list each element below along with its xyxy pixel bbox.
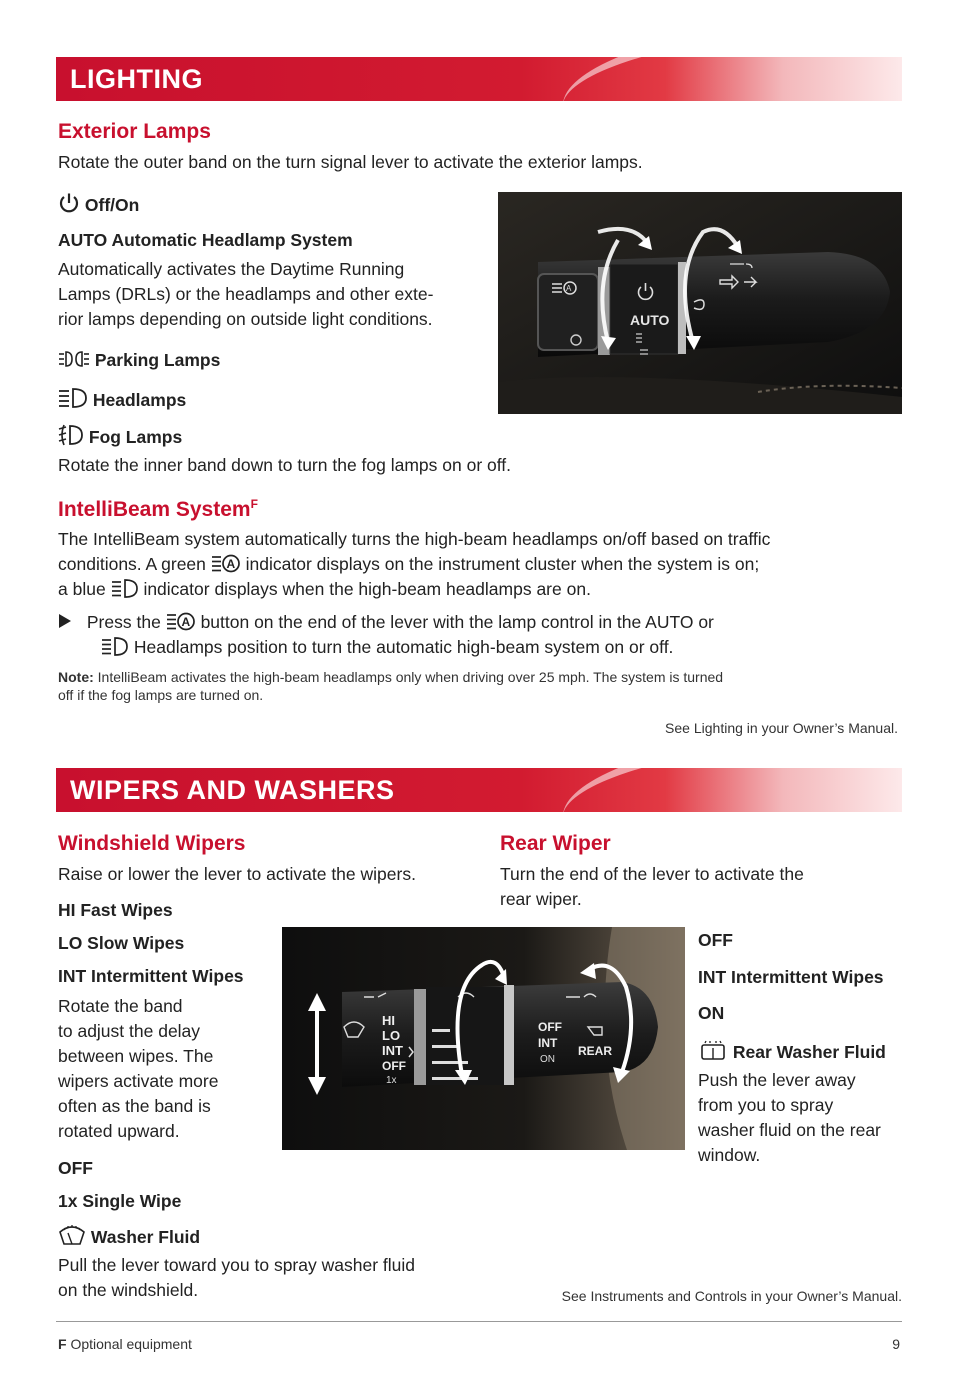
wiper-lever-illustration	[282, 927, 685, 1150]
optional-marker: F	[250, 497, 258, 511]
instruction-text: button on the end of the lever with the lamp control in the AUTO or	[200, 612, 714, 632]
washer-fluid-icon	[58, 1224, 86, 1246]
intellibeam-line	[58, 552, 908, 577]
washer-fluid-label: Washer Fluid	[90, 1227, 201, 1247]
rear-washer-line: Push the lever away	[698, 1070, 856, 1090]
rear-washer-instructions	[698, 1068, 881, 1168]
page-number: 9	[892, 1336, 900, 1352]
hi-fast-wipes: HI Fast Wipes	[58, 900, 173, 920]
note-text: IntelliBeam activates the high-beam headlamps only when driving over 25 mph. The system is turned	[97, 669, 724, 685]
lighting-manual-reference: See Lighting in your Owner’s Manual.	[665, 720, 898, 736]
windshield-wipers-title: Windshield Wipers	[58, 832, 246, 855]
rear-washer-line: washer fluid on the rear	[698, 1120, 881, 1140]
washer-instructions	[58, 1253, 415, 1303]
washer-fluid-row	[58, 1224, 200, 1248]
auto-high-beam-icon	[211, 553, 241, 573]
photo-rear-int-label: INT	[538, 1036, 558, 1050]
fog-lamps-label: Fog Lamps	[88, 427, 183, 447]
instruction-text: Headlamps position to turn the automatic high-beam system on or off.	[133, 637, 674, 657]
delay-line: rotated upward.	[58, 1121, 180, 1141]
wipers-heading: WIPERS AND WASHERS	[70, 775, 395, 805]
power-icon	[58, 192, 80, 214]
footer-divider	[56, 1321, 902, 1322]
headlamp-lever-illustration	[498, 192, 902, 414]
lighting-banner	[56, 57, 902, 101]
exterior-lamps-intro: Rotate the outer band on the turn signal lever to activate the exterior lamps.	[58, 152, 643, 172]
bullet-arrow-icon	[58, 613, 72, 629]
fog-lamps-icon	[58, 424, 84, 446]
instruction-text: Press the	[86, 612, 161, 632]
headlamps-label: Headlamps	[92, 390, 187, 410]
photo-hi-label: HI	[382, 1013, 395, 1028]
rear-washer-row	[698, 1039, 886, 1063]
wipers-manual-reference: See Instruments and Controls in your Owner’s Manual.	[561, 1288, 902, 1304]
wipers-banner	[56, 768, 902, 812]
rear-washer-line: from you to spray	[698, 1095, 834, 1115]
auto-headlamp-text	[58, 257, 433, 332]
int-intermittent-wipes: INT Intermittent Wipes	[58, 966, 244, 986]
photo-rear-label: REAR	[578, 1044, 613, 1058]
parking-lamps-row	[58, 349, 220, 371]
off-on-row	[58, 192, 139, 216]
auto-high-beam-icon	[166, 611, 196, 631]
rear-on: ON	[698, 1003, 725, 1023]
headlamps-icon	[58, 387, 88, 409]
intellibeam-description	[58, 527, 908, 602]
photo-auto-label: AUTO	[630, 312, 670, 328]
intellibeam-line	[58, 577, 908, 602]
washer-line: Pull the lever toward you to spray washer fluid	[58, 1255, 415, 1275]
auto-text-line: rior lamps depending on outside light conditions.	[58, 309, 433, 329]
note-label: Note:	[58, 669, 94, 685]
rear-wiper-title: Rear Wiper	[500, 832, 611, 855]
delay-line: to adjust the delay	[58, 1021, 201, 1041]
rear-washer-icon	[698, 1039, 728, 1061]
delay-line: wipers activate more	[58, 1071, 219, 1091]
intellibeam-line: The IntelliBeam system automatically turns the high-beam headlamps on/off based on traffic	[58, 529, 771, 549]
fog-lamps-row	[58, 424, 182, 448]
windshield-wipers-intro: Raise or lower the lever to activate the wipers.	[58, 864, 416, 884]
exterior-lamps-title: Exterior Lamps	[58, 120, 211, 143]
lighting-heading: LIGHTING	[70, 64, 203, 94]
rear-wiper-intro	[500, 862, 804, 912]
rear-washer-label: Rear Washer Fluid	[732, 1042, 886, 1062]
photo-1x-label: 1x	[386, 1075, 397, 1086]
svg-text:A: A	[181, 615, 190, 629]
rear-washer-line: window.	[698, 1145, 761, 1165]
svg-text:A: A	[566, 284, 572, 293]
headlamps-row	[58, 387, 186, 411]
optional-marker: F	[58, 1336, 67, 1352]
photo-off-label: OFF	[382, 1059, 406, 1073]
single-wipe: 1x Single Wipe	[58, 1191, 182, 1211]
parking-lamps-label: Parking Lamps	[94, 350, 221, 370]
optional-equipment-footnote	[58, 1335, 192, 1353]
intellibeam-title-text: IntelliBeam System	[58, 498, 251, 521]
wiper-lever-photo	[282, 927, 685, 1150]
instruction-line	[58, 635, 908, 660]
intellibeam-text: conditions. A green	[58, 554, 206, 574]
intellibeam-instruction	[58, 610, 908, 660]
intellibeam-text: a blue	[58, 579, 106, 599]
auto-text-line: Automatically activates the Daytime Running	[58, 259, 405, 279]
headlamps-icon	[101, 636, 129, 656]
fog-lamps-text: Rotate the inner band down to turn the fog lamps on or off.	[58, 455, 512, 475]
delay-line: often as the band is	[58, 1096, 211, 1116]
photo-rear-off-label: OFF	[538, 1020, 562, 1034]
intellibeam-note	[58, 668, 908, 704]
photo-int-label: INT	[382, 1043, 403, 1058]
delay-instructions	[58, 994, 218, 1144]
rear-intro-line: Turn the end of the lever to activate the	[500, 864, 804, 884]
auto-text-line: Lamps (DRLs) or the headlamps and other exte-	[58, 284, 434, 304]
off-on-label: Off/On	[84, 195, 140, 215]
optional-equipment-text: Optional equipment	[70, 1336, 192, 1352]
note-line	[58, 668, 908, 686]
high-beam-icon	[111, 578, 139, 598]
delay-line: Rotate the band	[58, 996, 183, 1016]
intellibeam-text: indicator displays when the high-beam headlamps are on.	[143, 579, 591, 599]
rear-intermittent: INT Intermittent Wipes	[698, 967, 884, 987]
washer-line: on the windshield.	[58, 1280, 199, 1300]
note-text: off if the fog lamps are turned on.	[58, 687, 264, 703]
headlamp-lever-photo	[498, 192, 902, 414]
auto-headlamp-title: AUTO Automatic Headlamp System	[58, 230, 353, 250]
delay-line: between wipes. The	[58, 1046, 214, 1066]
intellibeam-text: indicator displays on the instrument cluster when the system is on;	[245, 554, 760, 574]
rear-off: OFF	[698, 930, 733, 950]
photo-rear-on-label: ON	[540, 1054, 555, 1065]
parking-lamps-icon	[58, 349, 90, 369]
svg-text:A: A	[226, 557, 235, 571]
intellibeam-title	[58, 497, 258, 522]
rear-intro-line: rear wiper.	[500, 889, 582, 909]
photo-lo-label: LO	[382, 1028, 401, 1043]
lo-slow-wipes: LO Slow Wipes	[58, 933, 185, 953]
off-label: OFF	[58, 1158, 93, 1178]
